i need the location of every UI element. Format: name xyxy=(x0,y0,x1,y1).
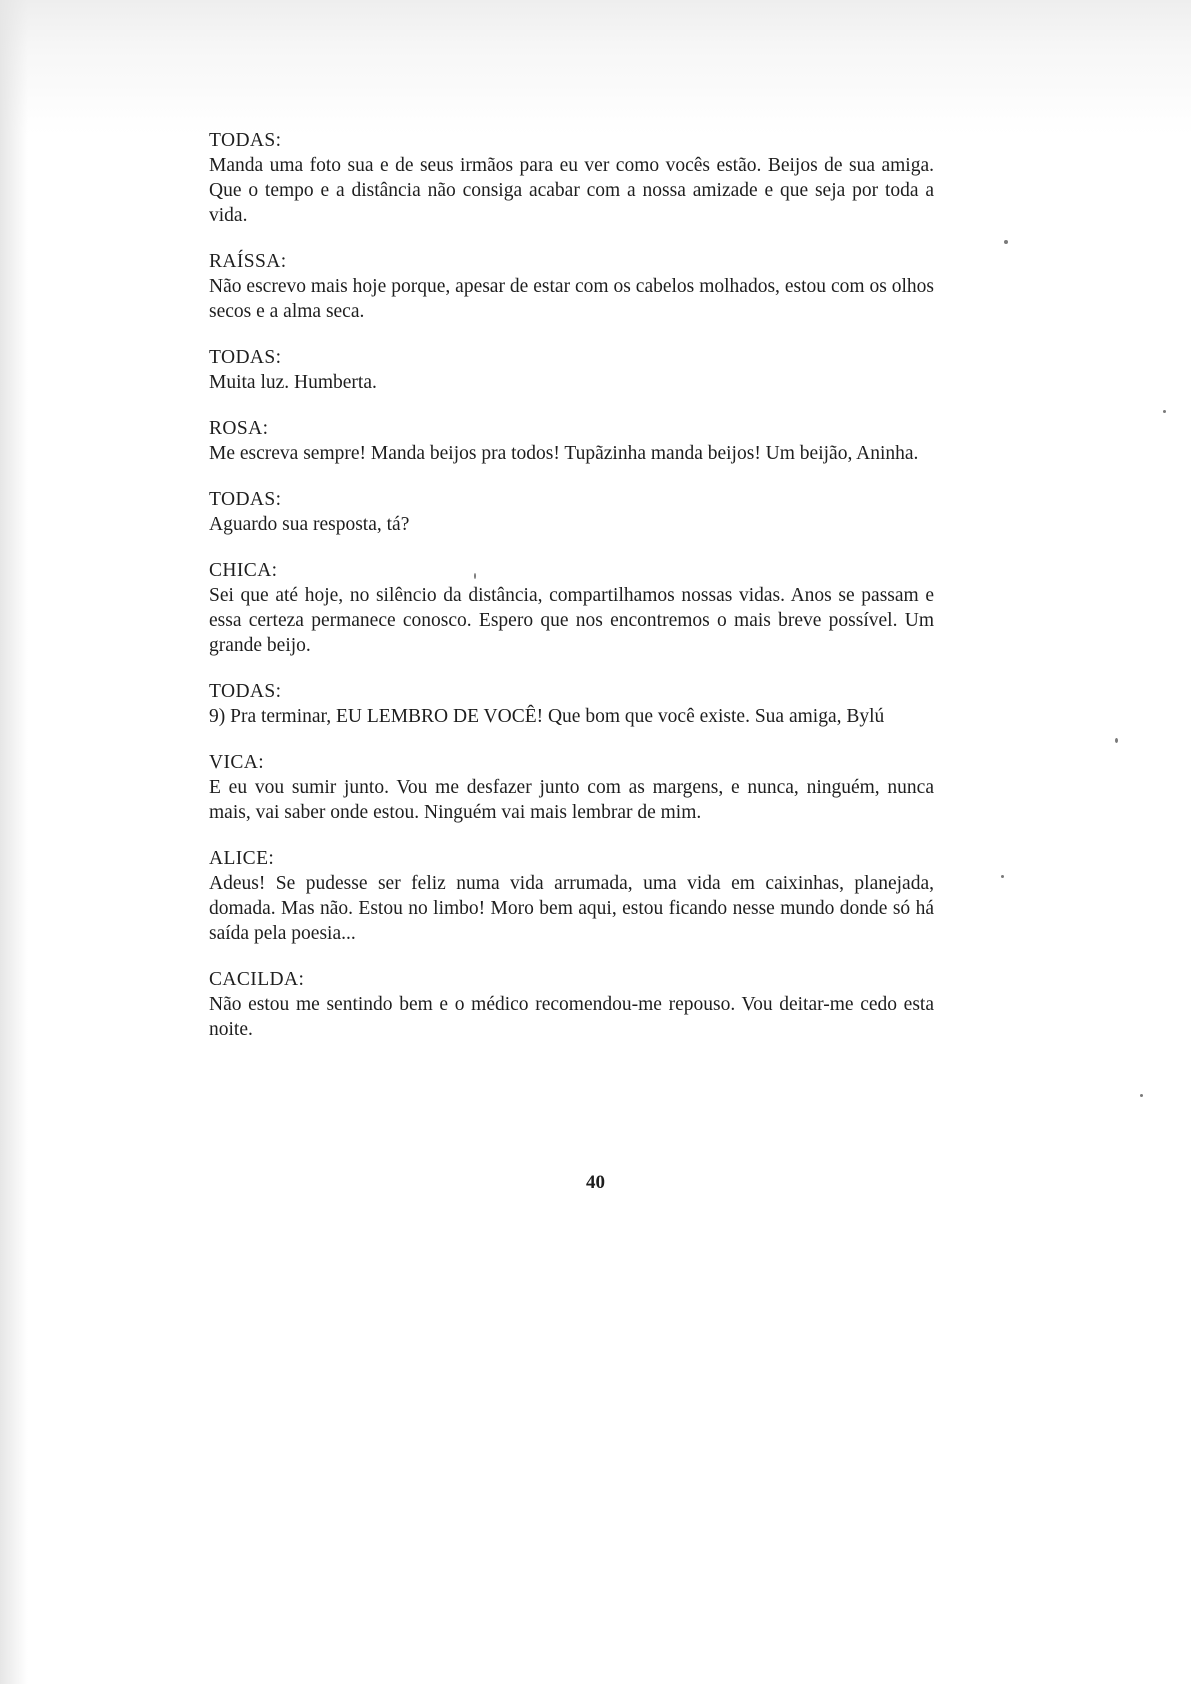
page-number: 40 xyxy=(586,1172,605,1193)
dialogue-block xyxy=(209,487,934,537)
dialogue-text: Me escreva sempre! Manda beijos pra todos! Tupãzinha manda beijos! Um beijão, Aninha. xyxy=(209,443,919,464)
speaker-name: RAÍSSA: xyxy=(209,251,287,272)
dialogue-text: Manda uma foto sua e de seus irmãos para eu ver como vocês estão. Beijos de sua amiga. Que o tempo e a distância não consiga acabar com a nossa amizade e que seja por toda a vida. xyxy=(209,155,934,226)
script-body xyxy=(209,128,934,1063)
speaker-name: CACILDA: xyxy=(209,969,305,990)
scan-speck xyxy=(1163,410,1166,413)
speaker-name: CHICA: xyxy=(209,560,278,581)
dialogue-text: Adeus! Se pudesse ser feliz numa vida arrumada, uma vida em caixinhas, planejada, domada. Mas não. Estou no limbo! Moro bem aqui, estou ficando nesse mundo donde só há saída pela poesia... xyxy=(209,873,934,944)
scan-edge-shadow xyxy=(0,0,28,1684)
scan-speck xyxy=(1115,738,1118,743)
dialogue-block xyxy=(209,345,934,395)
dialogue-text: Sei que até hoje, no silêncio da distância, compartilhamos nossas vidas. Anos se passam e essa certeza permanece conosco. Espero que nos encontremos o mais breve possível. Um grande beijo. xyxy=(209,585,934,656)
dialogue-block xyxy=(209,750,934,825)
dialogue-text: 9) Pra terminar, EU LEMBRO DE VOCÊ! Que bom que você existe. Sua amiga, Bylú xyxy=(209,706,885,727)
dialogue-text: Muita luz. Humberta. xyxy=(209,372,377,393)
speaker-name: VICA: xyxy=(209,752,265,773)
dialogue-text: Não estou me sentindo bem e o médico recomendou-me repouso. Vou deitar-me cedo esta noite. xyxy=(209,994,934,1040)
scan-speck xyxy=(1140,1094,1143,1097)
speaker-name: ROSA: xyxy=(209,418,269,439)
speaker-name: TODAS: xyxy=(209,130,282,151)
dialogue-text: E eu vou sumir junto. Vou me desfazer junto com as margens, e nunca, ninguém, nunca mais, vai saber onde estou. Ninguém vai mais lembrar de mim. xyxy=(209,777,934,823)
dialogue-block xyxy=(209,128,934,228)
dialogue-block xyxy=(209,416,934,466)
dialogue-text: Aguardo sua resposta, tá? xyxy=(209,514,410,535)
dialogue-block xyxy=(209,558,934,658)
scan-speck xyxy=(1004,240,1008,244)
dialogue-block xyxy=(209,846,934,946)
scan-speck xyxy=(1001,875,1004,878)
dialogue-block xyxy=(209,967,934,1042)
speaker-name: TODAS: xyxy=(209,681,282,702)
speaker-name: ALICE: xyxy=(209,848,275,869)
speaker-name: TODAS: xyxy=(209,347,282,368)
dialogue-text: Não escrevo mais hoje porque, apesar de estar com os cabelos molhados, estou com os olhos secos e a alma seca. xyxy=(209,276,934,322)
speaker-name: TODAS: xyxy=(209,489,282,510)
dialogue-block xyxy=(209,679,934,729)
dialogue-block xyxy=(209,249,934,324)
scan-speck xyxy=(474,573,476,579)
